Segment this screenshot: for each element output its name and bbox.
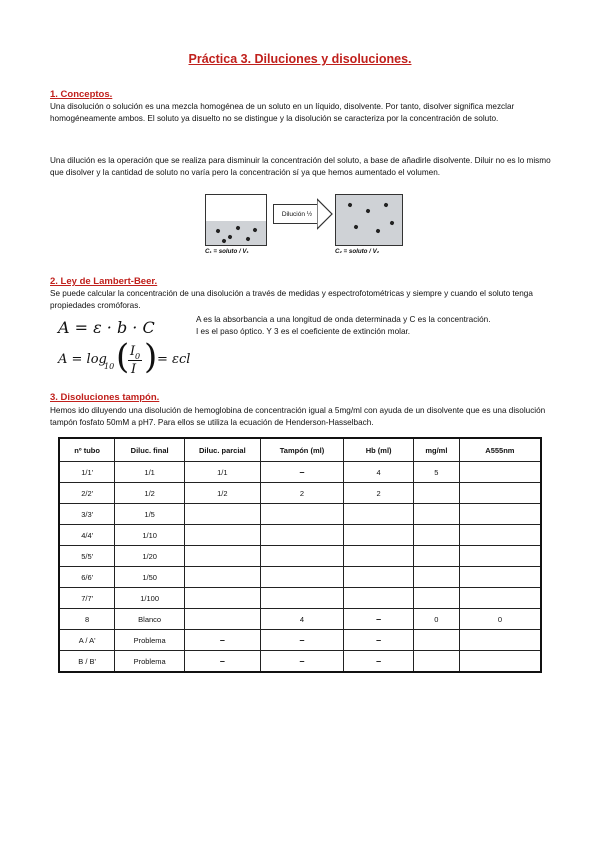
- table-cell: [413, 525, 459, 546]
- table-row: [59, 525, 541, 546]
- table-cell: 2: [260, 483, 344, 504]
- section-lambert-beer-heading: [50, 276, 157, 287]
- table-cell: [459, 630, 541, 651]
- lambert-beer-explanation-1: A es la absorbancia a una longitud de onda determinada y C es la concentración.: [196, 315, 491, 324]
- table-cell: [260, 567, 344, 588]
- table-row: [59, 483, 541, 504]
- table-cell: 2/2': [59, 483, 115, 504]
- header-hb: Hb (ml): [344, 438, 414, 462]
- table-cell: [459, 588, 541, 609]
- table-row: [59, 462, 541, 483]
- table-cell: 0: [413, 609, 459, 630]
- table-cell: 1/1': [59, 462, 115, 483]
- table-cell: –: [260, 630, 344, 651]
- table-cell: [344, 525, 414, 546]
- table-cell: 4: [344, 462, 414, 483]
- section-conceptos-heading: [50, 89, 112, 100]
- figure-label-right: C₂ = soluto / V₂: [335, 248, 380, 255]
- table-row: [59, 630, 541, 651]
- dilution-figure: [205, 192, 405, 262]
- table-cell: [459, 462, 541, 483]
- table-cell: [185, 546, 261, 567]
- table-cell: [459, 483, 541, 504]
- table-cell: 1/5: [115, 504, 185, 525]
- beaker-liquid: [206, 221, 266, 245]
- conceptos-paragraph-2: [50, 155, 555, 179]
- table-cell: –: [344, 651, 414, 673]
- table-cell: [344, 546, 414, 567]
- header-absorbance: A555nm: [459, 438, 541, 462]
- table-cell: –: [260, 651, 344, 673]
- table-cell: 5/5': [59, 546, 115, 567]
- conceptos-paragraph-2-text: Una dilución es la operación que se realiza para disminuir la concentración del soluto, a base de añadirle disolvente. Diluir no es lo mismo que disolver y la cantidad de soluto no varía pero la concentración sí ya que hemos aumentado el volumen.: [50, 156, 551, 177]
- formula-lambert-beer: A = ε · b · C: [58, 318, 155, 337]
- table-cell: [413, 567, 459, 588]
- table-cell: A / A': [59, 630, 115, 651]
- formula-numerator-sub: 0: [135, 352, 141, 361]
- table-cell: 1/2: [185, 483, 261, 504]
- table-cell: 4: [260, 609, 344, 630]
- table-cell: [459, 504, 541, 525]
- table-cell: 1/10: [115, 525, 185, 546]
- table-header-row: [59, 438, 541, 462]
- table-cell: [260, 525, 344, 546]
- table-row: [59, 546, 541, 567]
- table-cell: [459, 651, 541, 673]
- table-cell: 7/7': [59, 588, 115, 609]
- table-cell: [185, 525, 261, 546]
- table-cell: [260, 504, 344, 525]
- page-title: Práctica 3. Diluciones y disoluciones.: [188, 52, 412, 66]
- table-cell: B / B': [59, 651, 115, 673]
- table-cell: –: [344, 630, 414, 651]
- arrow-head-icon: [317, 198, 333, 230]
- header-diluc-parcial: Diluc. parcial: [185, 438, 261, 462]
- table-cell: [413, 546, 459, 567]
- table-cell: 1/100: [115, 588, 185, 609]
- lambert-beer-explanation: [196, 314, 556, 338]
- table-cell: Problema: [115, 630, 185, 651]
- table-cell: [413, 483, 459, 504]
- formula-denominator: I: [131, 362, 137, 377]
- table-cell: 4/4': [59, 525, 115, 546]
- table-cell: 8: [59, 609, 115, 630]
- table-cell: 1/2: [115, 483, 185, 504]
- table-cell: –: [260, 462, 344, 483]
- table-row: [59, 588, 541, 609]
- table-cell: 1/1: [115, 462, 185, 483]
- table-cell: [413, 588, 459, 609]
- lambert-beer-paragraph: [50, 288, 550, 312]
- table-cell: 1/50: [115, 567, 185, 588]
- formula-absorbance-log: [58, 337, 198, 378]
- table-cell: [344, 588, 414, 609]
- table-cell: 3/3': [59, 504, 115, 525]
- formula-numerator: I: [130, 344, 136, 359]
- solute-particle: [365, 208, 370, 213]
- lambert-beer-explanation-2: I es el paso óptico. Y 3 es el coeficiente de extinción molar.: [196, 327, 411, 336]
- figure-label-left: C₁ = soluto / V₁: [205, 248, 249, 255]
- table-cell: [185, 588, 261, 609]
- table-cell: [413, 630, 459, 651]
- table-cell: –: [185, 651, 261, 673]
- table-cell: [344, 567, 414, 588]
- header-mg-ml: mg/ml: [413, 438, 459, 462]
- solute-particle: [383, 202, 388, 207]
- table-row: [59, 609, 541, 630]
- dilution-arrow-label: Dilución ½: [281, 210, 313, 218]
- table-cell: –: [185, 630, 261, 651]
- solute-particle: [375, 228, 380, 233]
- table-cell: [459, 546, 541, 567]
- section-lambert-beer-heading-text: 2. Ley de Lambert-Beer.: [50, 276, 158, 287]
- conceptos-paragraph-1: [50, 101, 555, 125]
- beaker-concentrated: [205, 194, 267, 246]
- table-cell: Problema: [115, 651, 185, 673]
- header-tubo: nº tubo: [59, 438, 115, 462]
- section-tampon-heading-text: 3. Disoluciones tampón.: [50, 392, 160, 403]
- formula-paren-right: ): [144, 337, 158, 377]
- dilution-arrow: [273, 204, 320, 224]
- section-tampon-heading: [50, 392, 159, 403]
- table-cell: 2: [344, 483, 414, 504]
- header-diluc-final: Diluc. final: [115, 438, 185, 462]
- table-row: [59, 504, 541, 525]
- table-cell: 1/1: [185, 462, 261, 483]
- section-conceptos-heading-text: 1. Conceptos.: [50, 89, 113, 100]
- header-tampon: Tampón (ml): [260, 438, 344, 462]
- table-cell: [344, 504, 414, 525]
- conceptos-paragraph-1-text: Una disolución o solución es una mezcla homogénea de un soluto en un líquido, disolvente. Por tanto, disolver significa mezclar homogéneamente ambos. El soluto ya disuelto no se distingue y la disolución se caracteriza por la concentración de soluto.: [50, 102, 515, 123]
- table-cell: –: [344, 609, 414, 630]
- table-cell: [185, 504, 261, 525]
- table-row: [59, 651, 541, 673]
- lambert-beer-paragraph-text: Se puede calcular la concentración de una disolución a través de medidas y espectrofotométricas y siempre y cuando el soluto tenga propiedades cromóforas.: [50, 289, 533, 310]
- table-cell: 1/20: [115, 546, 185, 567]
- table-cell: [413, 504, 459, 525]
- table-cell: [260, 588, 344, 609]
- table-cell: 0: [459, 609, 541, 630]
- solute-particle: [347, 202, 352, 207]
- table-cell: 5: [413, 462, 459, 483]
- solute-particle: [389, 220, 394, 225]
- beaker-diluted: [335, 194, 403, 246]
- table-cell: [413, 651, 459, 673]
- formula-log-text: A = log: [58, 352, 107, 367]
- formula-fraction-bar: [128, 360, 142, 361]
- table-cell: Blanco: [115, 609, 185, 630]
- table-cell: [260, 546, 344, 567]
- table-cell: [459, 567, 541, 588]
- solute-particle: [353, 224, 358, 229]
- tampon-paragraph-text: Hemos ido diluyendo una disolución de hemoglobina de concentración igual a 5mg/ml con ayuda de un disolvente que es una disolución tampón fosfato 50mM a pH7. Para ellos se utiliza la ecuación de Henderson-Hasselbach.: [50, 406, 546, 427]
- table-cell: [185, 567, 261, 588]
- table-cell: 6/6': [59, 567, 115, 588]
- table-row: [59, 567, 541, 588]
- dilution-table: [58, 437, 542, 673]
- formula-right-side: = εcl: [157, 352, 191, 367]
- table-cell: [459, 525, 541, 546]
- formula-log-base: 10: [104, 362, 115, 371]
- formula-paren-left: (: [116, 337, 130, 377]
- tampon-paragraph: [50, 405, 555, 429]
- table-cell: [185, 609, 261, 630]
